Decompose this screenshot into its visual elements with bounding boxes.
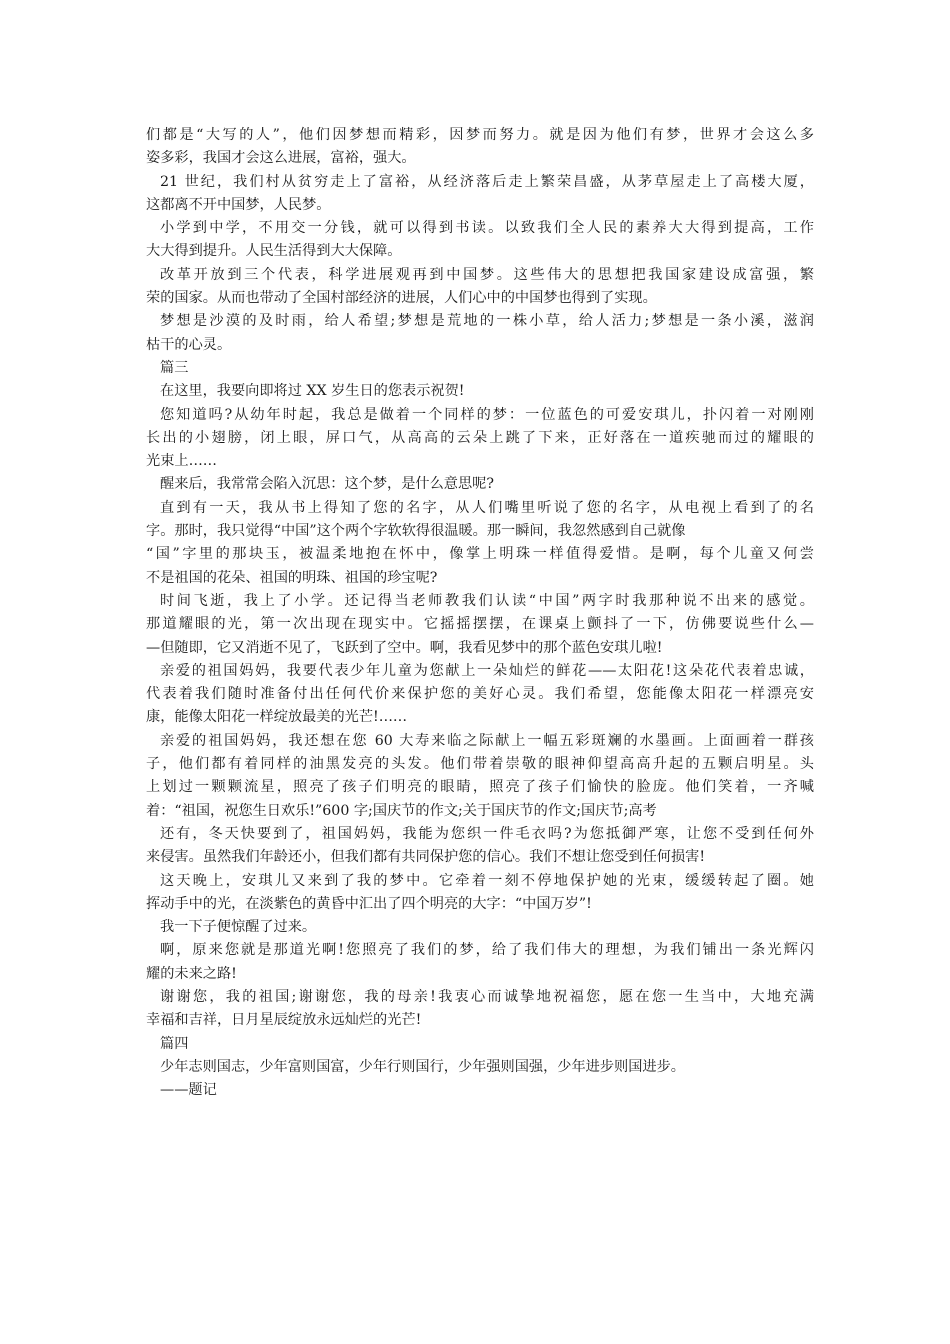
text-line: 21 世纪，我们村从贫穷走上了富裕，从经济落后走上繁荣昌盛，从茅草屋走上了高楼大厦，: [160, 173, 814, 190]
text-line: 幸福和吉祥，日月星辰绽放永远灿烂的光芒!: [146, 1012, 422, 1029]
text-line: 耀的未来之路!: [146, 965, 237, 982]
text-line: 啊，原来您就是那道光啊!您照亮了我们的梦，给了我们伟大的理想，为我们铺出一条光辉闪: [160, 942, 814, 959]
text-line: —但随即，它又消逝不见了，飞跃到了空中。啊，我看见梦中的那个蓝色安琪儿啦!: [146, 639, 663, 656]
text-line: 荣的国家。从而也带动了全国村部经济的进展，人们心中的中国梦也得到了实现。: [146, 290, 657, 307]
text-line: 篇三: [160, 359, 189, 376]
text-line: 光束上……: [146, 453, 217, 470]
text-line: 康，能像太阳花一样绽放最美的光芒!……: [146, 709, 408, 726]
text-line: 篇四: [160, 1035, 189, 1052]
text-line: 少年志则国志，少年富则国富，少年行则国行，少年强则国强，少年进步则国进步。: [160, 1058, 685, 1075]
text-line: 直到有一天，我从书上得知了您的名字，从人们嘴里听说了您的名字，从电视上看到了的名: [160, 499, 814, 516]
text-line: 姿多彩，我国才会这么进展，富裕，强大。: [146, 150, 416, 167]
text-line: 来侵害。虽然我们年龄还小，但我们都有共同保护您的信心。我们不想让您受到任何损害!: [146, 849, 706, 866]
text-line: 那道耀眼的光，第一次出现在现实中。它摇摇摆摆，在课桌上颤抖了一下，仿佛要说些什么—: [146, 616, 814, 633]
text-line: 您知道吗?从幼年时起，我总是做着一个同样的梦：一位蓝色的可爱安琪儿，扑闪着一对刚刚: [160, 406, 814, 423]
text-line: 枯干的心灵。: [146, 336, 232, 353]
text-line: 字。那时，我只觉得“中国”这个两个字软软得很温暖。那一瞬间，我忽然感到自己就像: [146, 523, 686, 540]
text-line: 着：“祖国，祝您生日欢乐!”600 字;国庆节的作文;关于国庆节的作文;国庆节;高考: [146, 802, 657, 819]
text-line: 子，他们都有着同样的油黑发亮的头发。他们带着崇敬的眼神仰望高高升起的五颗启明星。头: [146, 756, 814, 773]
text-line: 这都离不开中国梦，人民梦。: [146, 196, 331, 213]
text-line: 改革开放到三个代表，科学进展观再到中国梦。这些伟大的思想把我国家建设成富强，繁: [160, 266, 814, 283]
text-line: 亲爱的祖国妈妈，我要代表少年儿童为您献上一朵灿烂的鲜花——太阳花!这朵花代表着忠诚，: [160, 662, 814, 679]
text-line: 时间飞逝，我上了小学。还记得当老师教我们认读“中国”两字时我那种说不出来的感觉。: [160, 592, 814, 609]
text-line: 还有，冬天快要到了，祖国妈妈，我能为您织一件毛衣吗?为您抵御严寒，让您不受到任何外: [160, 825, 814, 842]
text-line: 不是祖国的花朵、祖国的明珠、祖国的珍宝呢?: [146, 569, 438, 586]
text-line: 大大得到提升。人民生活得到大大保障。: [146, 243, 402, 260]
text-line: 谢谢您，我的祖国;谢谢您，我的母亲!我衷心而诚挚地祝福您，愿在您一生当中，大地充满: [160, 988, 814, 1005]
text-line: 上划过一颗颗流星，照亮了孩子们明亮的眼睛，照亮了孩子们愉快的脸庞。他们笑着，一齐喊: [146, 779, 814, 796]
text-line: 在这里，我要向即将过 XX 岁生日的您表示祝贺!: [160, 383, 465, 400]
text-line: 梦想是沙漠的及时雨，给人希望;梦想是荒地的一株小草，给人活力;梦想是一条小溪，滋润: [160, 313, 814, 330]
text-line: 们都是“大写的人”，他们因梦想而精彩，因梦而努力。就是因为他们有梦，世界才会这么多: [146, 127, 814, 143]
text-line: 这天晚上，安琪儿又来到了我的梦中。它牵着一刻不停地保护她的光束，缓缓转起了圈。她: [160, 872, 814, 889]
text-line: 小学到中学，不用交一分钱，就可以得到书读。以致我们全人民的素养大大得到提高，工作: [160, 220, 814, 237]
text-line: 醒来后，我常常会陷入沉思：这个梦，是什么意思呢?: [160, 476, 494, 493]
text-line: 长出的小翅膀，闭上眼，屏口气，从高高的云朵上跳了下来，正好落在一道疾驰而过的耀眼的: [146, 429, 814, 446]
text-line: 我一下子便惊醒了过来。: [160, 919, 317, 936]
text-line: 代表着我们随时准备付出任何代价来保护您的美好心灵。我们希望，您能像太阳花一样漂亮安: [146, 686, 814, 703]
text-line: 亲爱的祖国妈妈，我还想在您 60 大寿来临之际献上一幅五彩斑斓的水墨画。上面画着一群孩: [160, 732, 814, 749]
text-line: 挥动手中的光，在淡紫色的黄昏中汇出了四个明亮的大字：“中国万岁”!: [146, 895, 592, 912]
text-line: “国”字里的那块玉，被温柔地抱在怀中，像掌上明珠一样值得爱惜。是啊，每个儿童又何尝: [146, 546, 814, 563]
document-body: [146, 124, 814, 1102]
text-line: ——题记: [160, 1082, 217, 1099]
